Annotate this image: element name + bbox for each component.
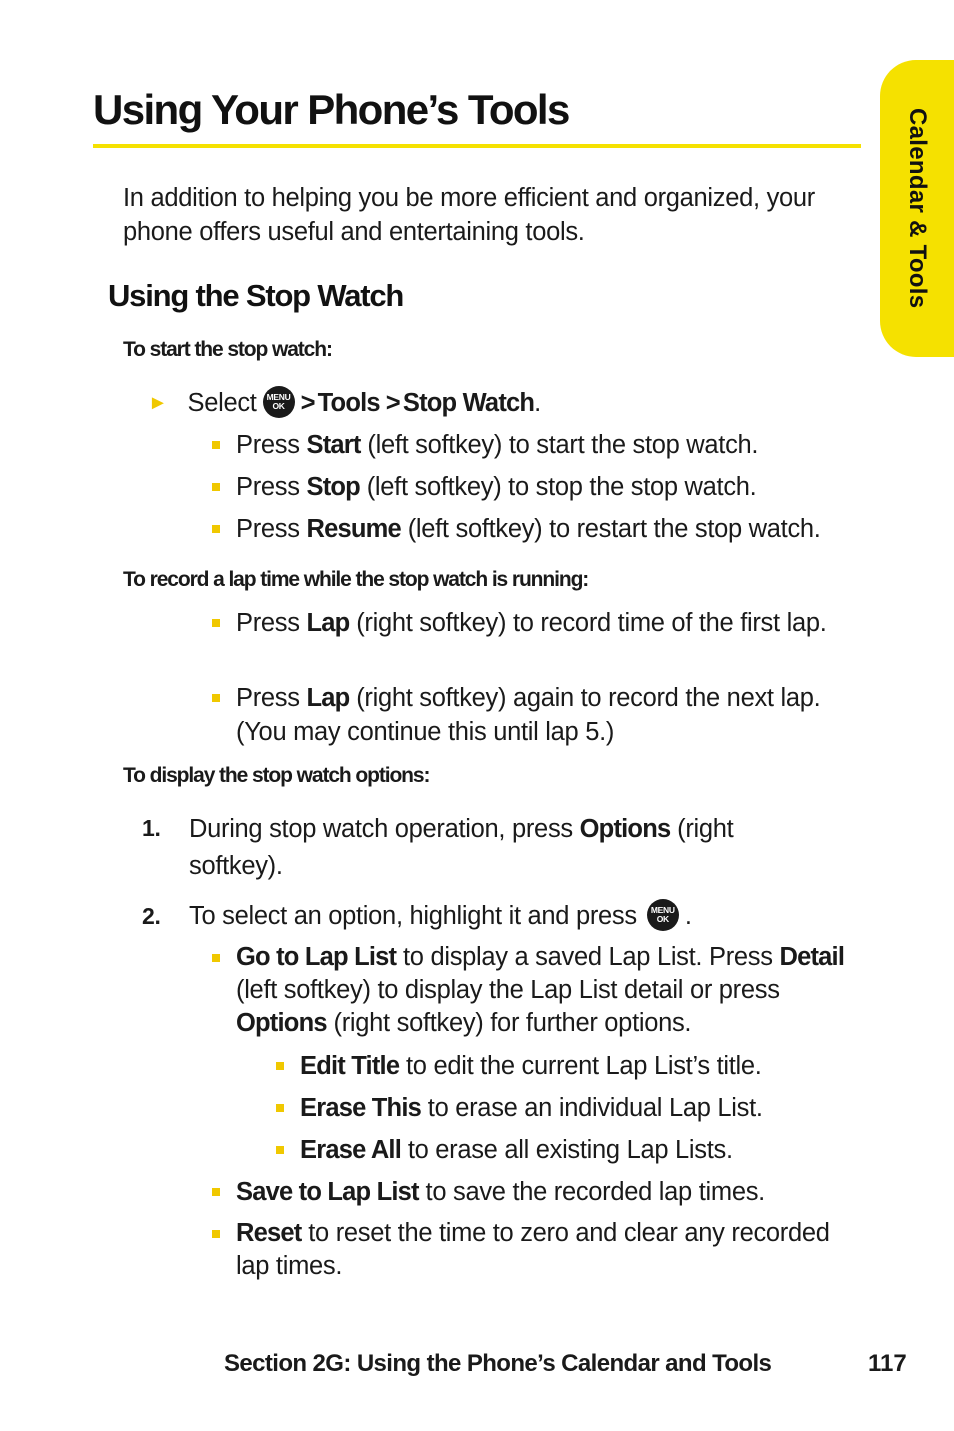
list-item: Press Stop (left softkey) to stop the stop watch. [212, 470, 756, 504]
arrow-bullet-icon: ► [148, 392, 168, 414]
side-tab-label-wrap [880, 60, 954, 357]
options-heading: To display the stop watch options: [123, 764, 430, 787]
step-1: 1. During stop watch operation, press Options (right softkey). [142, 815, 734, 880]
square-bullet-icon [212, 483, 220, 491]
path-stop-watch: Stop Watch [402, 389, 535, 417]
page-number: 117 [868, 1350, 907, 1377]
list-item: Press Resume (left softkey) to restart the stop watch. [212, 512, 821, 546]
path-separator: > [300, 389, 315, 417]
path-tools: Tools [317, 389, 380, 417]
list-item: Press Lap (right softkey) to record time of the first lap. [212, 606, 842, 640]
select-path-step [148, 386, 541, 420]
sub-list-item: Edit Title to edit the current Lap List’s title. [276, 1049, 762, 1083]
select-label: Select [187, 389, 257, 417]
square-bullet-icon [212, 441, 220, 449]
list-item: Press Lap (right softkey) again to record the next lap. (You may continue this until lap 5.) [212, 681, 852, 749]
list-item-save-to-lap-list: Save to Lap List to save the recorded lap times. [212, 1175, 765, 1209]
step-2: 2. To select an option, highlight it and press MENU OK . [142, 899, 692, 933]
square-bullet-icon [276, 1062, 284, 1070]
menu-ok-key-icon: MENU OK [647, 899, 679, 931]
menu-ok-key-icon: MENU OK [263, 386, 295, 418]
page-title: Using Your Phone’s Tools [93, 86, 569, 133]
square-bullet-icon [212, 1188, 220, 1196]
footer-section-title: Section 2G: Using the Phone’s Calendar and Tools [224, 1350, 772, 1377]
square-bullet-icon [276, 1104, 284, 1112]
sub-list-item: Erase This to erase an individual Lap List. [276, 1091, 763, 1125]
start-heading: To start the stop watch: [123, 338, 332, 361]
square-bullet-icon [212, 954, 220, 962]
sub-list-item: Erase All to erase all existing Lap Lists. [276, 1133, 733, 1167]
square-bullet-icon [212, 694, 220, 702]
square-bullet-icon [212, 619, 220, 627]
side-tab-label: Calendar & Tools [904, 108, 931, 309]
square-bullet-icon [212, 525, 220, 533]
section-heading: Using the Stop Watch [108, 278, 404, 313]
title-rule [93, 144, 861, 148]
path-separator: > [385, 389, 400, 417]
list-item-go-to-lap-list: Go to Lap List to display a saved Lap List. Press Detail (left softkey) to display the Lap List detail or press Options (right softkey) for further options. [212, 941, 852, 1040]
list-item: Press Start (left softkey) to start the stop watch. [212, 428, 758, 462]
path-period: . [534, 389, 541, 417]
square-bullet-icon [276, 1146, 284, 1154]
intro-paragraph: In addition to helping you be more efficient and organized, your phone offers useful and entertaining tools. [123, 184, 815, 246]
lap-heading: To record a lap time while the stop watch is running: [123, 568, 589, 591]
list-item-reset: Reset to reset the time to zero and clear any recorded lap times. [212, 1217, 862, 1283]
square-bullet-icon [212, 1230, 220, 1238]
